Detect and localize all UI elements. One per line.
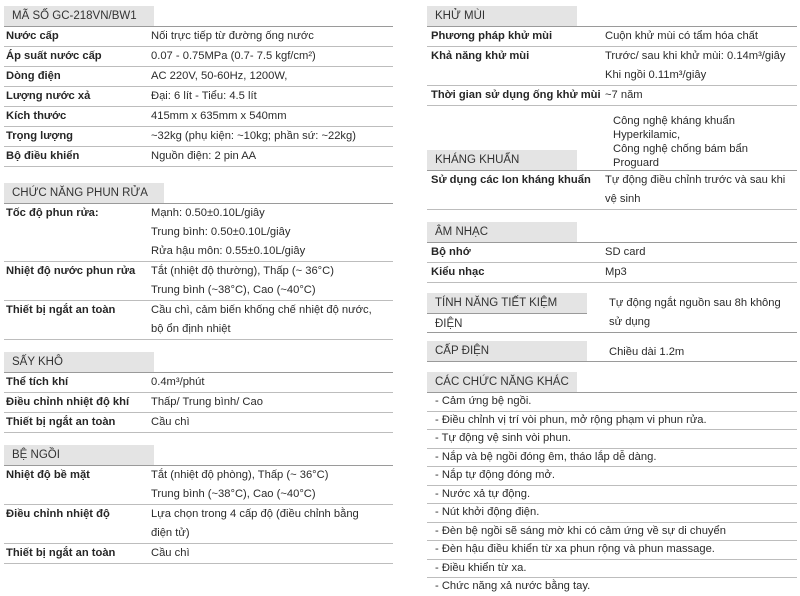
- spec-row-memory: Bộ nhớ SD card: [427, 243, 797, 263]
- spec-row-deodor-time: Thời gian sử dụng ống khử mùi ~7 năm: [427, 86, 797, 106]
- spec-row-seat-adjust: Điều chỉnh nhiệt độ Lựa chọn trong 4 cấp độ (điều chỉnh bằng: [6, 508, 359, 520]
- spec-row-deodor-method: Phương pháp khử mùi Cuộn khử mùi có tẩm hóa chất: [427, 27, 797, 47]
- antibac-section: KHÁNG KHUẨN Công nghệ kháng khuẩn Hyperkilamic, Công nghệ chống bám bẩn Proguard Sử dụng các Ion kháng khuẩn Tự động điều chỉnh trước và sau khi vệ sinh: [427, 114, 797, 210]
- list-item: - Nút khởi động điện.: [427, 504, 797, 523]
- spec-row-dry-safety: Thiết bị ngắt an toàn Cầu chì: [4, 413, 393, 433]
- list-item: - Tự động vệ sinh vòi phun.: [427, 430, 797, 449]
- list-item: - Chức năng xả nước bằng tay.: [435, 580, 591, 592]
- other-section: [427, 372, 797, 596]
- left-column: [4, 0, 393, 564]
- power-save-line-2: sử dụng: [609, 316, 651, 328]
- list-item: - Nắp tự động đóng mở.: [427, 467, 797, 486]
- spec-row-spray-temp: Nhiệt độ nước phun rửa Tắt (nhiệt độ thường), Thấp (~ 36°C): [6, 265, 334, 277]
- spec-row-seat-safety: Thiết bị ngắt an toàn Cầu chì: [4, 544, 393, 564]
- dry-section: [4, 352, 393, 433]
- spec-row-air-volume: Thể tích khí 0.4m³/phút: [4, 373, 393, 393]
- power-save-section-title: TÍNH NĂNG TIẾT KIỆM ĐIỆN: [427, 293, 587, 314]
- music-section-title: ÂM NHẠC: [427, 222, 577, 243]
- cable-section-title: CẤP ĐIỆN: [427, 341, 587, 362]
- spec-row-seat-temp: Nhiệt độ bề mặt Tắt (nhiệt độ phòng), Thấp (~ 36°C): [6, 469, 329, 481]
- list-item: - Cảm ứng bệ ngồi.: [427, 393, 797, 412]
- spray-section-title: CHỨC NĂNG PHUN RỬA: [4, 183, 164, 204]
- power-save-line-1: Tự động ngắt nguồn sau 8h không: [609, 297, 781, 309]
- list-item: - Nắp và bệ ngồi đóng êm, tháo lắp dễ dàng.: [427, 449, 797, 468]
- model-section-title: MÃ SỐ GC-218VN/BW1: [4, 6, 154, 27]
- deodor-section-title: KHỬ MÙI: [427, 6, 577, 27]
- spray-section: CHỨC NĂNG PHUN RỬA Tốc độ phun rửa: Mạnh: 0.50±0.10L/giây Trung bình: 0.50±0.10L/giây Rửa hậu môn: 0.55±0.10L/giây Nhiệt độ nước phun rửa Tắt (nhiệt độ thường), Thấp (~ 36°C) Trung bình (~38°C), Cao (~40°C) Thiết bị ngắt an toàn Cầu chì, cảm biến khống chế nhiệt độ nước, bộ ổn định nhiệt: [4, 183, 393, 340]
- deodor-section: KHỬ MÙI Phương pháp khử mùi Cuộn khử mùi có tẩm hóa chất Khả năng khử mùi Trước/ sau khi khử mùi: 0.14m³/giây Khi ngồi 0.11m³/giây Thời gian sử dụng ống khử mùi ~7 năm: [427, 6, 797, 106]
- spec-row-weight: Trọng lượng ~32kg (phụ kiện: ~10kg; phần sứ: ~22kg): [4, 127, 393, 147]
- power-save-section: [427, 293, 797, 333]
- antibac-section-title: KHÁNG KHUẨN: [427, 150, 577, 171]
- music-section: [427, 222, 797, 283]
- spec-row-dimensions: Kích thước 415mm x 635mm x 540mm: [4, 107, 393, 127]
- spec-row-flush-volume: Lượng nước xả Đại: 6 lít - Tiểu: 4.5 lít: [4, 87, 393, 107]
- right-column: [427, 0, 797, 596]
- spec-row-water-pressure: Áp suất nước cấp 0.07 - 0.75MPa (0.7- 7.5 kgf/cm²): [4, 47, 393, 67]
- antibac-tech-line-2: Công nghệ chống bám bẩn Proguard: [613, 143, 748, 169]
- spec-row-water-supply: Nước cấp Nối trực tiếp từ đường ống nước: [4, 27, 393, 47]
- spec-row-spray-safety: Thiết bị ngắt an toàn Cầu chì, cảm biến khống chế nhiệt độ nước,: [6, 304, 372, 316]
- cable-length: Chiều dài 1.2m: [609, 345, 685, 358]
- list-item: - Nước xả tự động.: [427, 486, 797, 505]
- seat-section-title: BỆ NGỒI: [4, 445, 154, 466]
- spec-row-power: Dòng điện AC 220V, 50-60Hz, 1200W,: [4, 67, 393, 87]
- spec-row-music-type: Kiểu nhạc Mp3: [427, 263, 797, 283]
- spec-row-air-temp: Điều chỉnh nhiệt độ khí Thấp/ Trung bình/ Cao: [4, 393, 393, 413]
- spec-row-controller: Bộ điều khiển Nguồn điện: 2 pin AA: [4, 147, 393, 167]
- list-item: - Điều khiển từ xa.: [427, 560, 797, 579]
- spec-row-deodor-ability: Khả năng khử mùi Trước/ sau khi khử mùi: 0.14m³/giây: [431, 50, 786, 62]
- model-section: [4, 6, 393, 167]
- list-item: - Điều chỉnh vị trí vòi phun, mở rộng phạm vi phun rửa.: [427, 412, 797, 431]
- spec-row-antibac-ion: Sử dụng các Ion kháng khuẩn Tự động điều chỉnh trước và sau khi: [431, 174, 786, 186]
- cable-section: [427, 341, 797, 362]
- spec-row-spray-speed: Tốc độ phun rửa: Mạnh: 0.50±0.10L/giây: [6, 207, 265, 219]
- seat-section: BỆ NGỒI Nhiệt độ bề mặt Tắt (nhiệt độ phòng), Thấp (~ 36°C) Trung bình (~38°C), Cao (~40°C) Điều chỉnh nhiệt độ Lựa chọn trong 4 cấp độ (điều chỉnh bằng điện tử) Thiết bị ngắt an toàn Cầu chì: [4, 445, 393, 564]
- list-item: - Đèn hậu điều khiển từ xa phun rộng và phun massage.: [427, 541, 797, 560]
- antibac-tech-line-1: Công nghệ kháng khuẩn Hyperkilamic,: [613, 115, 735, 141]
- dry-section-title: SẤY KHÔ: [4, 352, 154, 373]
- other-section-title: CÁC CHỨC NĂNG KHÁC: [427, 372, 577, 393]
- list-item: - Đèn bệ ngồi sẽ sáng mờ khi có cảm ứng về sự di chuyển: [427, 523, 797, 542]
